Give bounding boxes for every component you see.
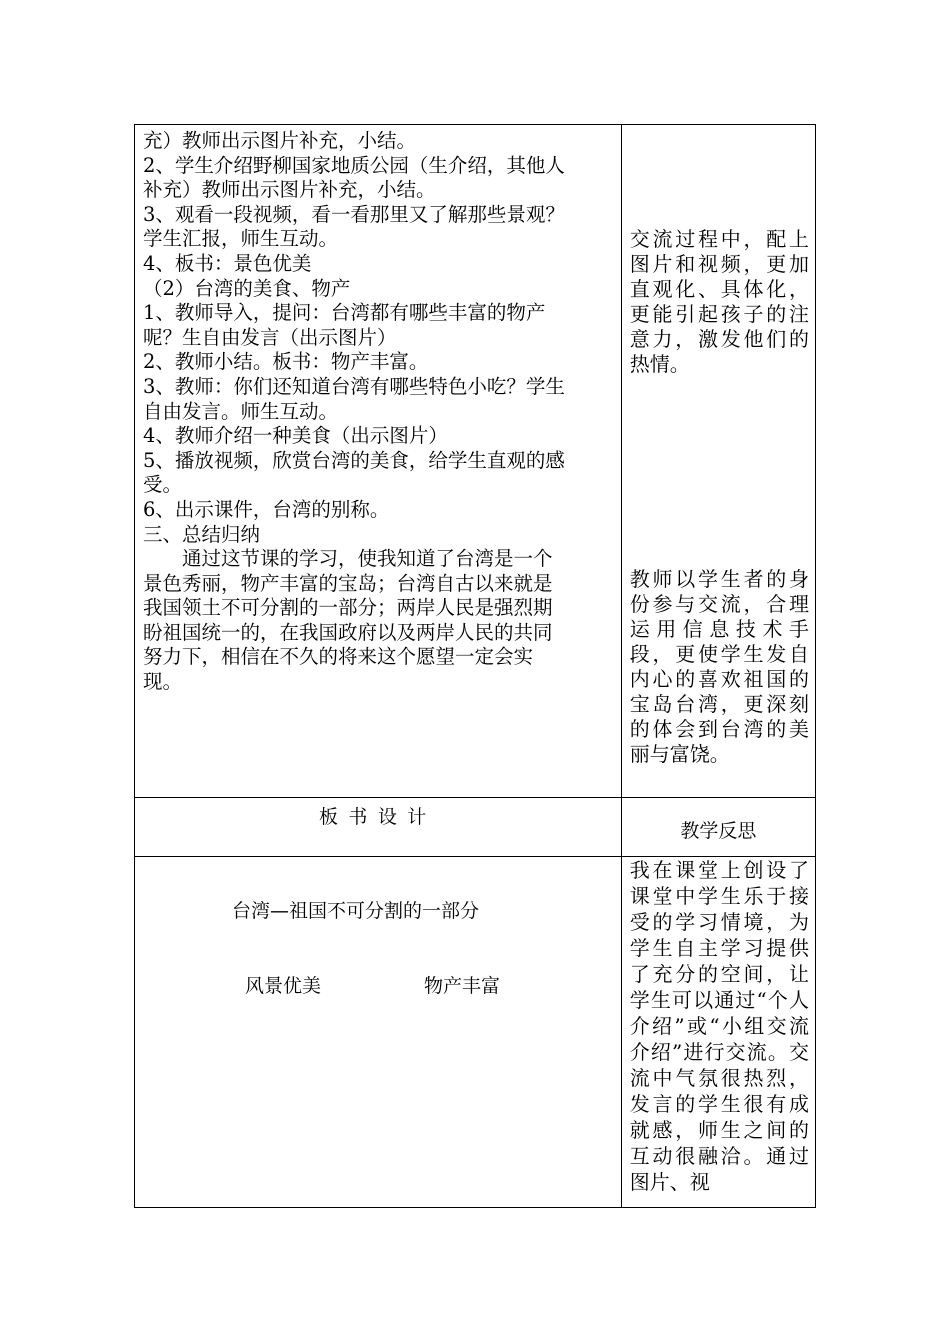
reflection-heading: 教学反思	[680, 820, 757, 842]
summary-line: 我国领土不可分割的一部分；两岸人民是强烈期	[143, 596, 553, 620]
summary-line: 通过这节课的学习，使我知道了台湾是一个	[182, 547, 553, 571]
reflection-text: 我在课堂上创设了课堂中学生乐于接受的学习情境，为学生自主学习提供了充分的空间，让学生可以通过“个人介绍”或“小组交流介绍”进行交流。交流中气氛很热烈，发言的学生很有成就感，师生之间的互动很融洽。通过图片、视	[629, 858, 809, 1194]
summary-line: 景色秀丽，物产丰富的宝岛；台湾自古以来就是	[143, 571, 553, 595]
process-line: 2、学生介绍野柳国家地质公园（生介绍，其他人	[143, 153, 565, 177]
section-header-row	[135, 798, 816, 857]
process-line: 6、出示课件，台湾的别称。	[143, 497, 390, 521]
board-design-cell	[135, 857, 622, 1208]
board-item-products: 物产丰富	[424, 975, 501, 997]
reflection-header-cell	[621, 798, 815, 857]
board-item-scenery: 风景优美	[245, 975, 322, 997]
process-line: 学生汇报，师生互动。	[143, 227, 339, 251]
design-intent-cell	[621, 125, 815, 798]
process-line: 4、教师介绍一种美食（出示图片）	[143, 424, 448, 448]
process-line: 受。	[143, 473, 183, 497]
summary-line: 盼祖国统一的，在我国政府以及两岸人民的共同	[143, 620, 553, 644]
process-line: 1、教师导入，提问：台湾都有哪些丰富的物产	[143, 301, 546, 325]
process-line: 呢？生自由发言（出示图片）	[143, 325, 397, 349]
process-line: 4、板书：景色优美	[143, 251, 312, 275]
summary-line: 努力下，相信在不久的将来这个愿望一定会实	[143, 645, 534, 669]
reflection-cell	[621, 857, 815, 1208]
board-design-header-cell	[135, 798, 622, 857]
board-layout	[135, 857, 621, 1207]
process-line: 3、教师：你们还知道台湾有哪些特色小吃？学生	[143, 374, 565, 398]
design-note-media: 交流过程中，配上图片和视频，更加直观化、具体化，更能引起孩子的注意力，激发他们的热情。	[629, 227, 809, 376]
teaching-process-cell	[135, 125, 622, 798]
process-line: 补充）教师出示图片补充，小结。	[143, 178, 436, 202]
board-reflection-row	[135, 857, 816, 1208]
process-line: 3、观看一段视频，看一看那里又了解那些景观？	[143, 202, 565, 226]
teaching-process-row	[135, 125, 816, 798]
process-line: 2、教师小结。板书：物产丰富。	[143, 350, 429, 374]
lesson-plan-table	[134, 124, 816, 1208]
board-design-heading: 板书设计	[318, 806, 437, 828]
process-line: 自由发言。师生互动。	[143, 399, 339, 423]
teaching-process-text	[135, 125, 621, 695]
process-line: （2）台湾的美食、物产	[143, 276, 351, 300]
board-title: 台湾—祖国不可分割的一部分	[232, 900, 480, 922]
process-line: 三、总结归纳	[143, 522, 261, 546]
process-line: 5、播放视频，欣赏台湾的美食，给学生直观的感	[143, 448, 565, 472]
summary-line: 现。	[143, 670, 183, 694]
design-note-role: 教师以学生者的身份参与交流，合理运用信息技术手段，更使学生发自内心的喜欢祖国的宝岛台湾，更深刻的体会到台湾的美丽与富饶。	[629, 567, 809, 766]
process-line: 充）教师出示图片补充，小结。	[143, 129, 417, 152]
